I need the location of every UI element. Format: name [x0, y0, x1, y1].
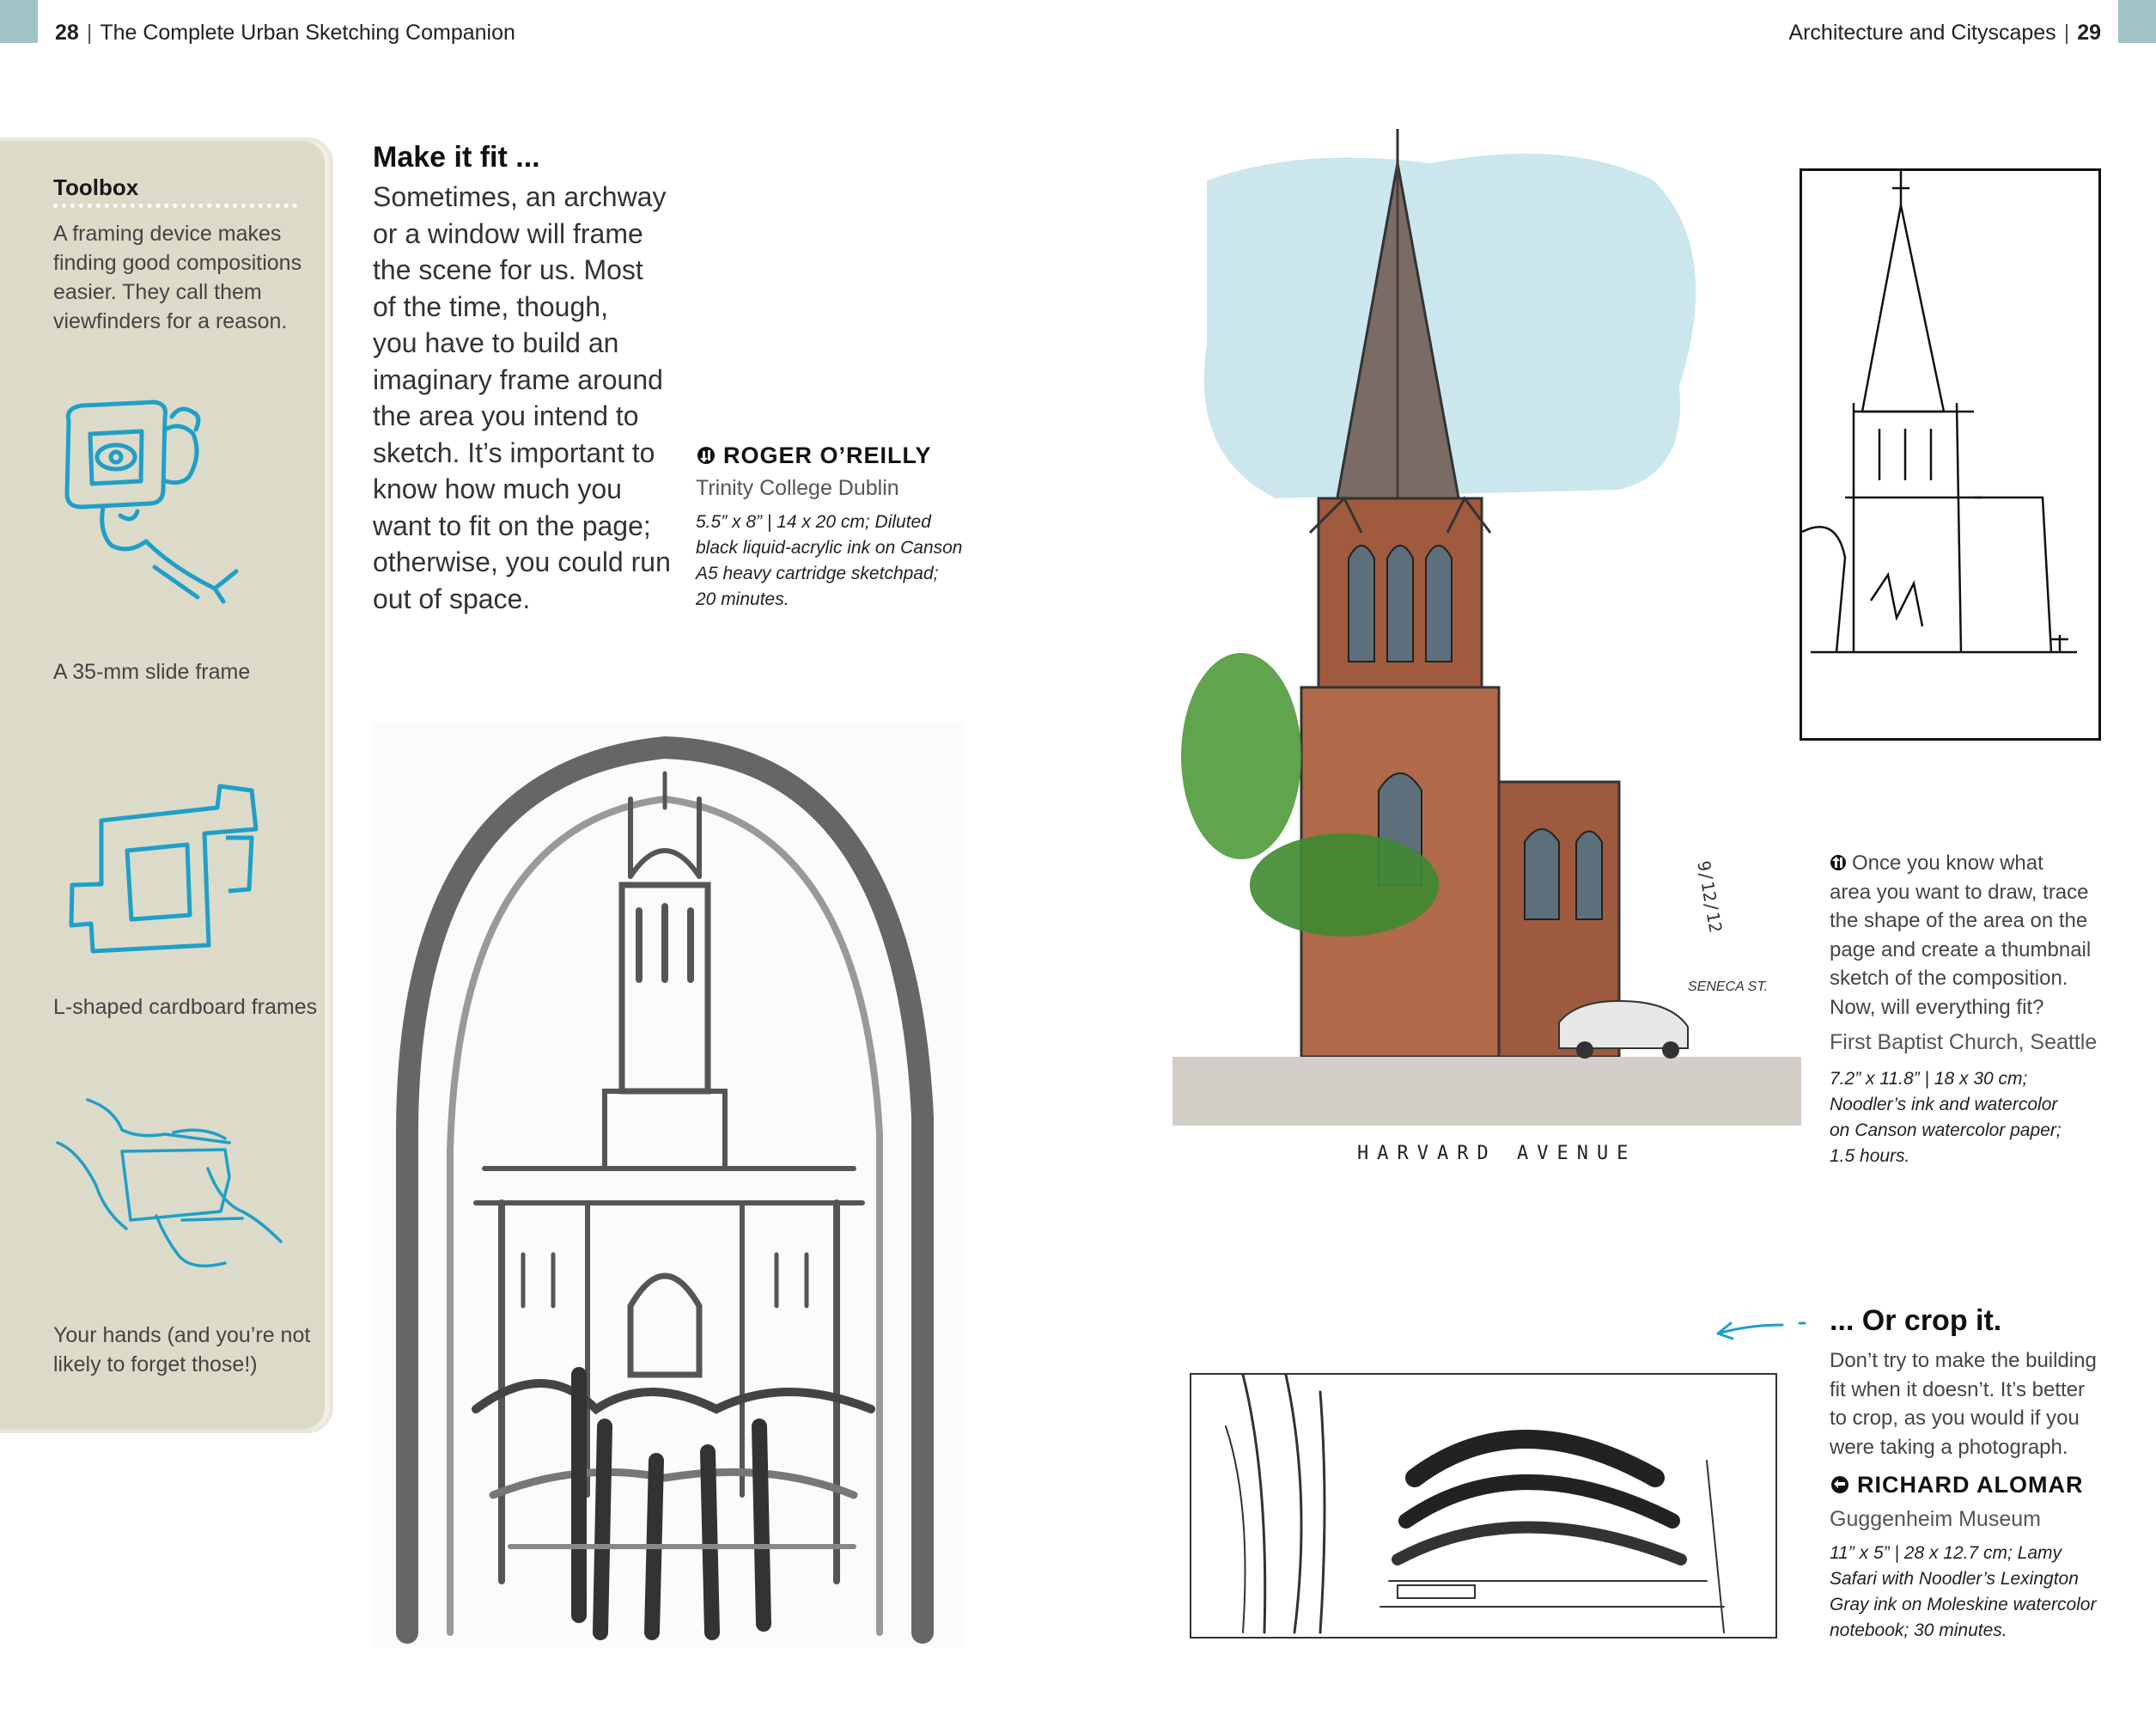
body-line: were taking a photograph.: [1830, 1435, 2068, 1459]
caption-line: Once you know what: [1852, 851, 2043, 875]
caption-line: Now, will everything fit?: [1830, 995, 2044, 1019]
spec-line: A5 heavy cartridge sketchpad;: [696, 564, 939, 583]
alomar-credit: [1830, 1472, 2122, 1644]
cardboard-frames-caption: L-shaped cardboard frames: [53, 995, 318, 1019]
hands-caption: [53, 1321, 310, 1379]
street-note: SENECA ST.: [1688, 980, 1769, 994]
trinity-sketch-drawing: [373, 722, 964, 1648]
body-line: otherwise, you could run: [373, 546, 671, 577]
spec-line: 20 minutes.: [696, 589, 789, 609]
caption-line: sketch of the composition.: [1830, 967, 2068, 990]
spec-line: 1.5 hours.: [1830, 1145, 1910, 1166]
arrow-down-icon: [696, 445, 716, 466]
spec-line: 11” x 5” | 28 x 12.7 cm; Lamy: [1830, 1543, 2062, 1563]
body-line: imaginary frame around: [373, 363, 663, 395]
spec-line: on Canson watercolor paper;: [1830, 1120, 2062, 1140]
caption-line: area you want to draw, trace: [1830, 880, 2089, 904]
church-thumbnail-sketch: [1800, 168, 2101, 741]
date-note: 9/12/12: [1693, 859, 1727, 935]
book-title: The Complete Urban Sketching Companion: [100, 21, 515, 45]
spec-line: Noodler’s ink and watercolor: [1830, 1094, 2058, 1114]
or-crop-it-body: [1830, 1346, 2122, 1462]
caption-line: the shape of the area on the: [1830, 909, 2088, 932]
intro-line: viewfinders for a reason.: [53, 309, 288, 333]
make-it-fit-heading: Make it fit ...: [373, 141, 540, 174]
toolbox-intro: [53, 219, 301, 336]
church-specs: [1830, 1066, 2113, 1169]
trinity-college-sketch: [373, 722, 964, 1648]
first-baptist-church-painting: [1172, 129, 1801, 1164]
slide-frame-caption: A 35-mm slide frame: [53, 660, 251, 684]
arrow-up-icon: [1830, 854, 1847, 871]
body-line: of the time, though,: [373, 290, 608, 322]
church-caption-text: [1830, 849, 2113, 1169]
caption-line: Your hands (and you’re not: [53, 1323, 311, 1347]
intro-line: finding good compositions: [53, 251, 302, 275]
guggenheim-sketch: [1190, 1373, 1777, 1639]
guggenheim-drawing: [1191, 1375, 1775, 1637]
oreilly-credit: [696, 442, 962, 613]
arrow-left-icon: [1830, 1474, 1850, 1495]
intro-line: easier. They call them: [53, 280, 262, 304]
credit-artist: [696, 442, 962, 469]
spec-line: 7.2” x 11.8” | 18 x 30 cm;: [1830, 1068, 2028, 1089]
church-painting-drawing: [1172, 129, 1801, 1160]
body-line: Sometimes, an archway: [373, 181, 667, 212]
hands-frame-sketch-icon: [53, 1091, 294, 1280]
body-line: or a window will frame: [373, 217, 643, 249]
artist-name: RICHARD ALOMAR: [1857, 1472, 2084, 1498]
credit-specs: [1830, 1541, 2122, 1644]
caption-first-line: [1830, 849, 2113, 878]
body-line: Don’t try to make the building: [1830, 1349, 2097, 1372]
spec-line: Gray ink on Moleskine watercolor: [1830, 1595, 2097, 1614]
credit-specs: [696, 510, 962, 613]
dotted-divider: [53, 204, 297, 208]
left-running-head: [55, 21, 515, 46]
left-page-number: 28: [55, 21, 79, 45]
make-it-fit-body: [373, 179, 682, 617]
body-line: fit when it doesn’t. It’s better: [1830, 1377, 2086, 1401]
blue-arrow-icon: [1714, 1315, 1817, 1340]
chapter-title: Architecture and Cityscapes: [1788, 21, 2056, 45]
spec-line: black liquid-acrylic ink on Canson: [696, 538, 963, 558]
body-line: you have to build an: [373, 327, 619, 358]
credit-title: Guggenheim Museum: [1830, 1507, 2041, 1531]
thumbnail-drawing: [1802, 171, 2098, 738]
artist-name: ROGER O’REILLY: [723, 442, 932, 468]
cardboard-frames-sketch-icon: [67, 769, 290, 967]
body-line: to crop, as you would if you: [1830, 1407, 2080, 1430]
street-label: HARVARD AVENUE: [1357, 1143, 1637, 1164]
separator: |: [86, 21, 93, 45]
left-corner-tab: [0, 0, 38, 43]
spec-line: 5.5” x 8” | 14 x 20 cm; Diluted: [696, 512, 931, 532]
church-title: First Baptist Church, Seattle: [1830, 1030, 2098, 1054]
credit-artist: [1830, 1472, 2122, 1498]
separator: |: [2063, 21, 2070, 45]
credit-title: Trinity College Dublin: [696, 476, 899, 500]
body-line: sketch. It’s important to: [373, 436, 655, 468]
body-line: the area you intend to: [373, 400, 639, 431]
caption-line: likely to forget those!): [53, 1352, 258, 1376]
right-corner-tab: [2118, 0, 2156, 43]
body-line: out of space.: [373, 583, 531, 614]
spec-line: notebook; 30 minutes.: [1830, 1620, 2007, 1640]
body-line: the scene for us. Most: [373, 254, 643, 285]
right-running-head: [1788, 21, 2101, 46]
toolbox-title: Toolbox: [53, 174, 139, 200]
slide-frame-sketch-icon: [52, 395, 275, 610]
intro-line: A framing device makes: [53, 222, 282, 246]
body-line: want to fit on the page;: [373, 510, 651, 541]
spec-line: Safari with Noodler’s Lexington: [1830, 1569, 2079, 1589]
or-crop-it-heading: ... Or crop it.: [1830, 1304, 2002, 1337]
body-line: know how much you: [373, 473, 622, 504]
caption-line: page and create a thumbnail: [1830, 937, 2092, 961]
right-page-number: 29: [2077, 21, 2101, 45]
